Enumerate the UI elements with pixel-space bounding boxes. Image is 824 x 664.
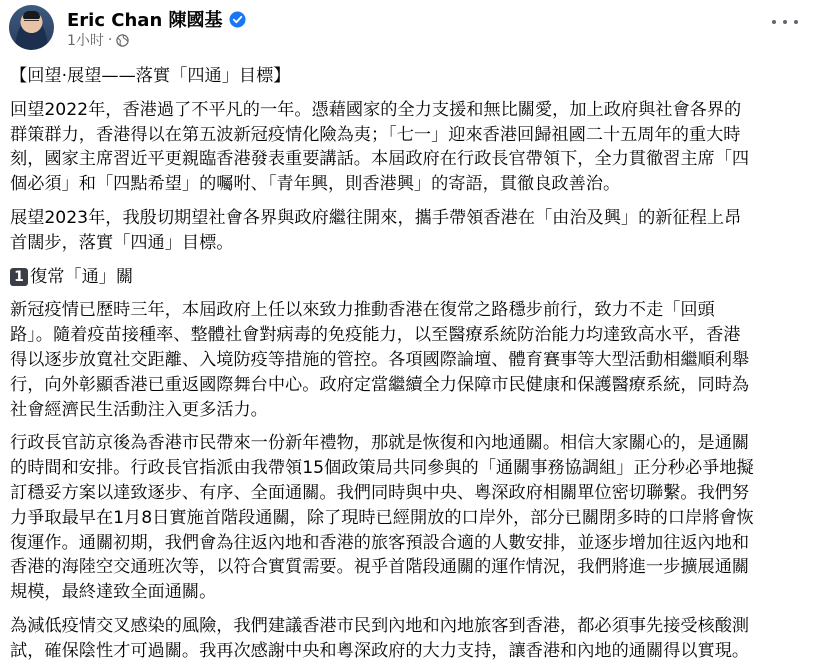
meta-separator: · (107, 32, 113, 48)
paragraph-reopening (10, 298, 818, 422)
paragraph-testing (10, 614, 818, 664)
paragraph-review-2022 (10, 98, 818, 197)
more-dot (772, 20, 776, 24)
post-header (0, 0, 824, 62)
paragraph-outlook-2023 (10, 206, 818, 256)
more-options-icon[interactable] (772, 14, 798, 30)
verified-badge-icon (229, 11, 246, 28)
text-line: 展望2023年，我殷切期望社會各界與政府繼往開來，攜手帶領香港在「由治及興」的新征程上昂 (10, 207, 742, 228)
text-line: 刻，國家主席習近平更親臨香港發表重要講話。本屆政府在行政長官帶領下，全力貫徹習主席「四 (10, 149, 750, 170)
author-name[interactable]: Eric Chan 陳國基 (67, 10, 223, 31)
text-line: 試，確保陰性才可過關。我再次感謝中央和粵深政府的大力支持，讓香港和內地的通關得以實現。 (10, 640, 750, 661)
text-line: 復運作。通關初期，我們會為往返內地和香港的旅客預設合適的人數安排，並逐步增加往返內地和 (10, 532, 750, 553)
text-line: 力爭取最早在1月8日實施首階段通關，除了現時已經開放的口岸外，部分已關閉多時的口岸將會恢 (10, 507, 754, 528)
paragraph-border-reopening (10, 431, 818, 605)
text-line: 群策群力，香港得以在第五波新冠疫情化險為夷；「七一」迎來香港回歸祖國二十五周年的重大時 (10, 124, 741, 145)
post-body (10, 64, 818, 664)
text-line: 社會經濟民生活動注入更多活力。 (10, 399, 268, 420)
text-line: 規模，最終達致全面通關。 (10, 582, 217, 603)
section-heading-line (10, 265, 818, 290)
avatar[interactable] (9, 5, 54, 50)
keycap-one-icon: 1 (10, 268, 28, 286)
text-line: 首闊步，落實「四通」目標。 (10, 232, 234, 253)
avatar-glasses (24, 20, 39, 25)
text-line: 訂穩妥方案以達致逐步、有序、全面通關。我們同時與中央、粵深政府相關單位密切聯繫。我們努 (10, 482, 750, 503)
text-line: 行，向外彰顯香港已重返國際舞台中心。政府定當繼續全力保障市民健康和保護醫療系統，同時為 (10, 374, 750, 395)
title-line: 【回望‧展望——落實「四通」目標】 (10, 66, 291, 86)
post-title (10, 64, 818, 89)
post-meta (67, 31, 129, 49)
text-line: 得以逐步放寬社交距離、入境防疫等措施的管控。各項國際論壇、體育賽事等大型活動相繼順利舉 (10, 349, 750, 370)
text-line: 香港的海陸空交通班次等，以符合實質需要。視乎首階段通關的運作情況，我們將進一步擴展通關 (10, 557, 750, 578)
text-line: 回望2022年，香港過了不平凡的一年。憑藉國家的全力支援和無比關愛，加上政府與社會各界的 (10, 99, 742, 120)
author-row (67, 8, 246, 30)
section-title: 復常「通」關 (30, 266, 134, 287)
text-line: 為減低疫情交叉感染的風險，我們建議香港市民到內地和內地旅客到香港，都必須事先接受核酸測 (10, 615, 750, 636)
globe-icon[interactable] (116, 34, 129, 47)
text-line: 行政長官訪京後為香港市民帶來一份新年禮物，那就是恢復和內地通關。相信大家關心的，是通關 (10, 433, 750, 454)
section-heading (10, 265, 818, 290)
text-line: 個必須」和「四點希望」的囑咐、「青年興，則香港興」的寄語，貫徹良政善治。 (10, 174, 621, 195)
more-dot (783, 20, 787, 24)
text-line: 的時間和安排。行政長官指派由我帶領15個政策局共同參與的「通關事務協調組」正分秒必爭地擬 (10, 458, 754, 479)
text-line: 路」。隨着疫苗接種率、整體社會對病毒的免疫能力，以至醫療系統防治能力均達致高水平，香港 (10, 325, 741, 346)
text-line: 新冠疫情已歷時三年，本屆政府上任以來致力推動香港在復常之路穩步前行，致力不走「回頭 (10, 300, 715, 321)
avatar-hair (23, 11, 40, 19)
post-timestamp[interactable]: 1小时 (67, 33, 104, 49)
more-dot (794, 20, 798, 24)
